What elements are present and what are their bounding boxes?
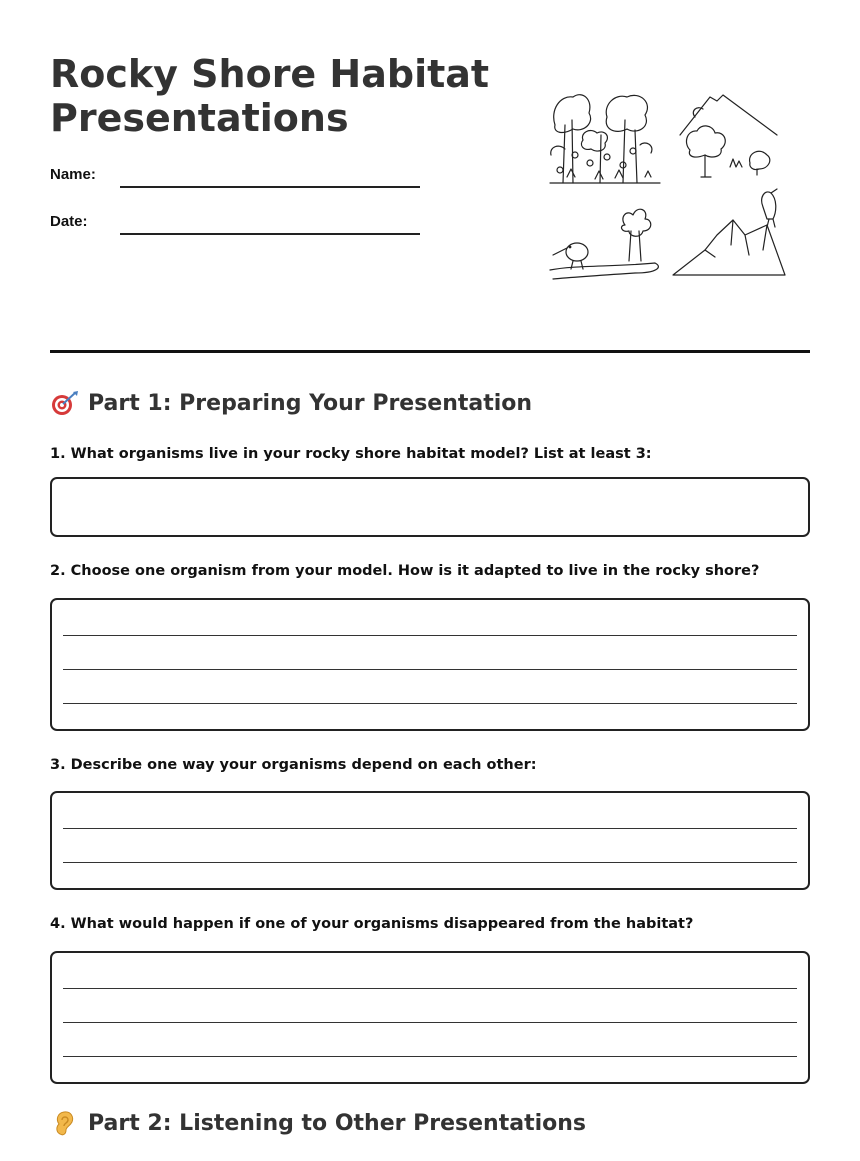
write-line: [63, 669, 797, 670]
title-line-2: Presentations: [50, 96, 349, 140]
header-divider: [50, 350, 810, 353]
answer-box-2[interactable]: [50, 598, 810, 731]
mountain-bird-sketch-icon: [673, 189, 785, 275]
write-line: [63, 1056, 797, 1057]
date-label: Date:: [50, 213, 88, 230]
answer-box-4[interactable]: [50, 951, 810, 1084]
target-icon: [50, 390, 80, 416]
date-write-line[interactable]: [120, 233, 420, 235]
ear-icon: [50, 1110, 80, 1136]
write-line: [63, 988, 797, 989]
write-line: [63, 862, 797, 863]
question-3: 3. Describe one way your organisms depend on each other:: [50, 757, 537, 773]
part2-heading: [50, 1110, 586, 1136]
question-4: 4. What would happen if one of your organisms disappeared from the habitat?: [50, 916, 694, 932]
part1-heading-text: Part 1: Preparing Your Presentation: [88, 390, 533, 416]
forest-sketch-icon: [550, 95, 660, 183]
name-field: [50, 166, 120, 183]
name-label: Name:: [50, 166, 96, 183]
volcano-sketch-icon: [680, 95, 777, 177]
answer-box-3[interactable]: [50, 791, 810, 890]
write-line: [63, 703, 797, 704]
question-2: 2. Choose one organism from your model. How is it adapted to live in the rocky shore?: [50, 563, 760, 579]
write-line: [63, 828, 797, 829]
date-field: [50, 213, 120, 230]
worksheet-title: [50, 52, 510, 140]
write-line: [63, 1022, 797, 1023]
kiwi-tree-sketch-icon: [550, 209, 658, 279]
part2-heading-text: Part 2: Listening to Other Presentations: [88, 1110, 586, 1136]
question-1: 1. What organisms live in your rocky shore habitat model? List at least 3:: [50, 446, 652, 462]
answer-box-1[interactable]: [50, 477, 810, 537]
name-write-line[interactable]: [120, 186, 420, 188]
title-line-1: Rocky Shore Habitat: [50, 52, 490, 96]
part1-heading: [50, 390, 532, 416]
write-line: [63, 635, 797, 636]
habitat-sketches-icon: [545, 85, 795, 290]
